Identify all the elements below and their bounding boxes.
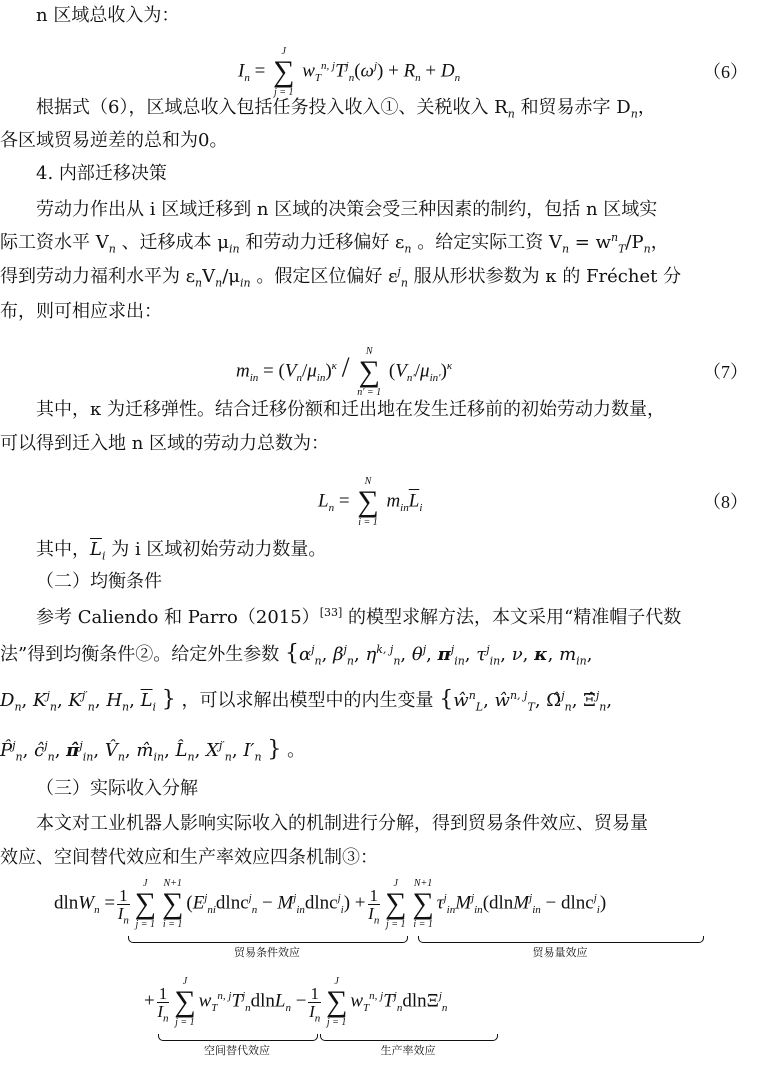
brace-spatial-substitution: [158, 1034, 318, 1041]
equation-number-7: （7）: [703, 362, 748, 382]
paragraph-eq6-description: 根据式（6），区域总收入包括任务投入收入①、关税收入 $R_n$ 和贸易赤字 $D_n$，: [36, 97, 656, 121]
label-spatial-substitution-effect: 空间替代效应: [204, 1044, 270, 1057]
paragraph-real-income-line-2: 效应、空间替代效应和生产率效应四条机制③：: [0, 847, 378, 868]
equation-8: $L_n$ = N ∑ i = 1 $m_{in}\overline{L}_i$ （8）: [318, 476, 748, 528]
brace-trade-volume: [418, 936, 704, 943]
paragraph-equilibrium-line-3: $D_n$, $K^j_n$, $K^{j'}_n$, $H_n$, $\overline{L}_i$ } ，可以求解出模型中的内生变量 {$ŵ^n_L$, $ŵ^{n, j}_T$, Ω̂$^j_n$, Ξ̂$^j_n$,: [0, 687, 613, 714]
paragraph-equilibrium-line-2: 法”得到均衡条件②。给定外生参数 {$\alpha^j_n$, $\beta^j_n$, $\eta^{k, j}_n$, $\theta^j$, $\pi^j_{in}$, $\tau^j_{in}$, ν, κ, $m_{in}$,: [0, 641, 593, 668]
paragraph-equilibrium-line-4: P̂$^j_n$, $ĉ^j_n$, π̂$^j_{in}$, $V̂_n$, $m̂_{in}$, $L̂_n$, $X^{j'}_n$, $I'_n$ } 。: [0, 737, 306, 764]
label-terms-of-trade-effect: 贸易条件效应: [234, 946, 300, 959]
paragraph-eq6-description-cont: 各区域贸易逆差的总和为0。: [0, 130, 228, 151]
brace-productivity: [320, 1034, 498, 1041]
heading-real-income-decomposition: （三）实际收入分解: [36, 778, 198, 799]
paragraph-equilibrium-line-1: 参考 Caliendo 和 Parro（2015）[33] 的模型求解方法，本文采用“精准帽子代数: [36, 606, 682, 628]
equation-decomposition-line-1: dlnW$_n$ = $\frac{1}{I_n}$ J ∑ j = 1 N+1 ∑ i = 1 $(E^j_{ni}dlnc^j_n - M^j_{in}dlnc^j_i)$ + $\frac{1}{I_n}$ J ∑ j = 1 N+1 ∑ i = 1 $\tau^j_{in}M^j_{in}(dlnM^j_{in} - dlnc^j_i)$ 贸易条件效应 贸易量效应: [0, 874, 758, 964]
paragraph-migration-line-1: 劳动力作出从 i 区域迁移到 n 区域的决策会受三种因素的制约，包括 n 区域实: [36, 199, 658, 220]
brace-terms-of-trade: [128, 936, 408, 943]
equation-number-8: （8）: [703, 492, 748, 512]
paragraph-kappa-line-2: 可以得到迁入地 n 区域的劳动力总数为：: [0, 433, 330, 454]
heading-equilibrium: （二）均衡条件: [36, 571, 162, 592]
paragraph-migration-line-2: 际工资水平 $V_n$ 、迁移成本 $\mu_{in}$ 和劳动力迁移偏好 $\varepsilon_n$ 。给定实际工资 $V_n = w^n_T/P_n$，: [0, 231, 669, 256]
paragraph-initial-labor: 其中，$\overline{L}_i$ 为 i 区域初始劳动力数量。: [36, 539, 327, 563]
paragraph-real-income-line-1: 本文对工业机器人影响实际收入的机制进行分解，得到贸易条件效应、贸易量: [36, 813, 648, 834]
heading-internal-migration: 4. 内部迁移决策: [36, 163, 167, 184]
paragraph-total-income-intro: n 区域总收入为：: [36, 5, 180, 26]
label-trade-volume-effect: 贸易量效应: [532, 946, 588, 959]
paragraph-kappa-line-1: 其中，κ 为迁移弹性。结合迁移份额和迁出地在发生迁移前的初始劳动力数量，: [36, 399, 665, 420]
equation-decomposition-line-2: + $\frac{1}{I_n}$ J ∑ j = 1 $w_T^{n, j}T^j_ndlnL_n$ − $\frac{1}{I_n}$ J ∑ j = 1 $w_T^{n, j}T^j_ndln\Xi^j_n$ 空间替代效应 生产率效应: [0, 974, 758, 1064]
paragraph-migration-line-3: 得到劳动力福利水平为 $\varepsilon_nV_n/\mu_{in}$ 。假定区位偏好 $\varepsilon^j_n$ 服从形状参数为 κ 的 Fréchet 分: [0, 265, 682, 290]
equation-number-6: （6）: [703, 62, 748, 82]
equation-6: $I_n$ = J ∑ j = 1 $w_T^{n, j}T^j_n(\omega^j) + R_n + D_n$ （6）: [238, 46, 748, 98]
paragraph-migration-line-4: 布，则可相应求出：: [0, 301, 162, 322]
equation-7: $m_{in} = (V_n/\mu_{in})^\kappa$ / N ∑ n′ = 1 $(V_{n'}/\mu_{in'})^\kappa$ （7）: [236, 346, 748, 398]
label-productivity-effect: 生产率效应: [380, 1044, 436, 1057]
